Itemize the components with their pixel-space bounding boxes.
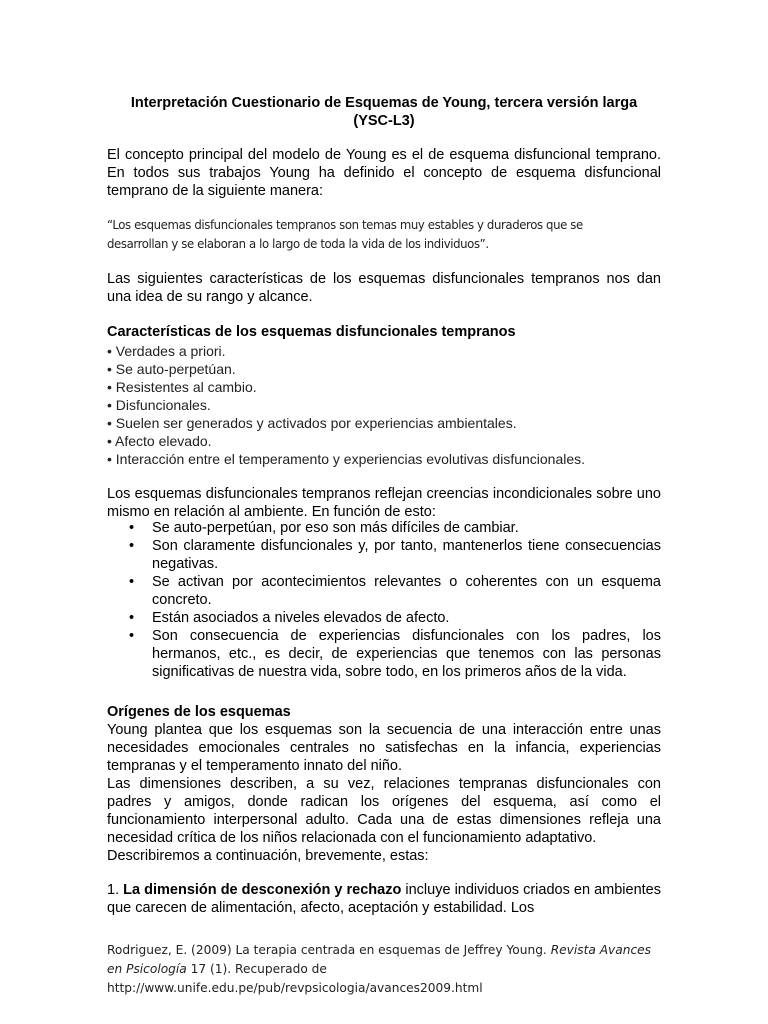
origins-paragraph-3: Describiremos a continuación, brevemente, estas: bbox=[107, 848, 429, 864]
list-item: • Se auto-perpetúan, por eso son más difíciles de cambiar. bbox=[107, 519, 661, 537]
origins-heading: Orígenes de los esquemas bbox=[107, 704, 291, 720]
young-quote: “Los esquemas disfuncionales tempranos son temas muy estables y duraderos que se desarrollan y se elaboran a lo largo de toda la vida de los individuos”. bbox=[107, 218, 583, 251]
list-item: • Se activan por acontecimientos relevantes o coherentes con un esquema concreto. bbox=[107, 573, 661, 609]
list-item: • Disfuncionales. bbox=[107, 397, 211, 413]
dimension-1-paragraph bbox=[107, 881, 661, 917]
dimension-1-text: incluye individuos criados en ambientes que carecen de alimentación, afecto, aceptación y estabilidad. Los bbox=[107, 882, 661, 916]
origins-paragraph-1: Young plantea que los esquemas son la secuencia de una interacción entre unas necesidades emocionales centrales no satisfechas en la infancia, experiencias tempranas y el temperamento innato del niño. bbox=[107, 722, 661, 774]
list-item: • Se auto-perpetúan. bbox=[107, 361, 236, 377]
list-item: • Son consecuencia de experiencias disfuncionales con los padres, los hermanos, etc., es decir, de experiencias que tenemos con las personas significativas de nuestra vida, sobre todo, en los primeros años de la vida. bbox=[107, 627, 661, 681]
characteristics-list bbox=[107, 342, 585, 468]
list-item: • Son claramente disfuncionales y, por tanto, mantenerlos tiene consecuencias negativas. bbox=[107, 537, 661, 573]
title-line-1: Interpretación Cuestionario de Esquemas de Young, tercera versión larga bbox=[130, 95, 638, 111]
citation-journal: Revista Avances en Psicología bbox=[107, 943, 652, 976]
list-item: • Interacción entre el temperamento y experiencias evolutivas disfuncionales. bbox=[107, 451, 586, 467]
characteristics-heading: Características de los esquemas disfuncionales tempranos bbox=[107, 324, 516, 340]
consequences-list bbox=[107, 519, 661, 681]
citation-authors: Rodriguez, E. (2009) La terapia centrada en esquemas de Jeffrey Young. bbox=[107, 943, 551, 957]
dimension-1-number: 1. bbox=[107, 882, 124, 898]
citation-source: 17 (1). Recuperado de http://www.unife.edu.pe/pub/revpsicologia/avances2009.html bbox=[107, 962, 483, 995]
range-paragraph: Las siguientes características de los esquemas disfuncionales tempranos nos dan una idea de su rango y alcance. bbox=[107, 271, 661, 305]
list-item: • Están asociados a niveles elevados de afecto. bbox=[107, 609, 661, 627]
title-line-2: (YSC-L3) bbox=[353, 113, 415, 129]
list-item: • Resistentes al cambio. bbox=[107, 379, 257, 395]
beliefs-paragraph: Los esquemas disfuncionales tempranos reflejan creencias incondicionales sobre uno mismo en relación al ambiente. En función de esto: bbox=[107, 486, 661, 520]
document-title bbox=[100, 94, 668, 130]
footer-citation bbox=[107, 941, 667, 998]
list-item: • Verdades a priori. bbox=[107, 343, 226, 359]
list-item: • Afecto elevado. bbox=[107, 433, 212, 449]
origins-paragraph-2: Las dimensiones describen, a su vez, relaciones tempranas disfuncionales con padres y amigos, donde radican los orígenes del esquema, así como el funcionamiento interpersonal adulto. Cada una de estas dimensiones refleja una necesidad crítica de los niños relacionada con el funcionamiento adaptativo. bbox=[107, 776, 661, 846]
intro-paragraph: El concepto principal del modelo de Young es el de esquema disfuncional temprano. En todos sus trabajos Young ha definido el concepto de esquema disfuncional temprano de la siguiente manera: bbox=[107, 147, 661, 199]
list-item: • Suelen ser generados y activados por experiencias ambientales. bbox=[107, 415, 517, 431]
dimension-1-title: La dimensión de desconexión y rechazo bbox=[123, 882, 402, 898]
